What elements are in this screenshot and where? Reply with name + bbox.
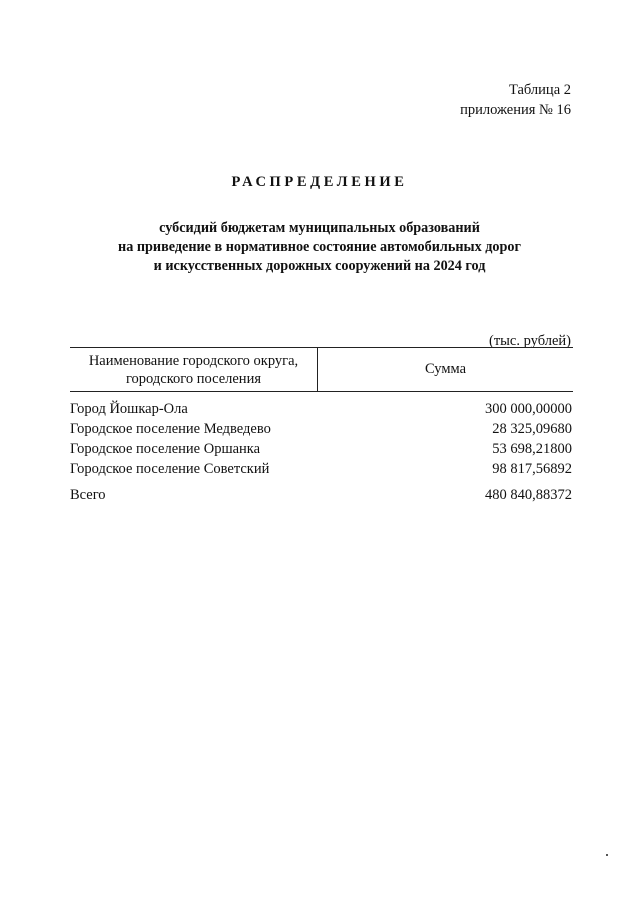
total-row (70, 485, 572, 505)
column-header-name (70, 348, 318, 391)
row-sum: 53 698,21800 (492, 441, 572, 457)
subtitle-line: и искусственных дорожных сооружений на 2024 год (153, 258, 486, 274)
table-row (70, 419, 572, 439)
document-subtitle (0, 219, 639, 276)
table-row (70, 459, 572, 479)
row-name: Городское поселение Советский (70, 461, 270, 477)
row-sum: 98 817,56892 (492, 461, 572, 477)
table-number: Таблица 2 (508, 82, 571, 98)
document-title: РАСПРЕДЕЛЕНИЕ (231, 174, 408, 190)
subtitle-line: субсидий бюджетам муниципальных образований (159, 220, 480, 236)
table-row (70, 399, 572, 419)
appendix-number: приложения № 16 (460, 102, 571, 118)
column-header-sum: Сумма (424, 361, 467, 377)
subtitle-line: на приведение в нормативное состояние автомобильных дорог (118, 239, 521, 255)
table-header (70, 347, 573, 392)
table-row (70, 439, 572, 459)
row-name: Городское поселение Медведево (70, 421, 271, 437)
total-sum: 480 840,88372 (485, 487, 572, 503)
row-name: Городское поселение Оршанка (70, 441, 261, 457)
scan-speck (606, 854, 608, 856)
total-label: Всего (70, 487, 106, 503)
units-label: (тыс. рублей) (489, 333, 571, 349)
row-sum: 300 000,00000 (485, 401, 572, 417)
row-sum: 28 325,09680 (492, 421, 572, 437)
row-name: Город Йошкар-Ола (70, 401, 188, 417)
column-header-name-line: городского поселения (125, 370, 261, 387)
column-header-name-line: Наименование городского округа, (88, 352, 299, 369)
table-body (70, 399, 572, 505)
appendix-reference (460, 80, 571, 120)
